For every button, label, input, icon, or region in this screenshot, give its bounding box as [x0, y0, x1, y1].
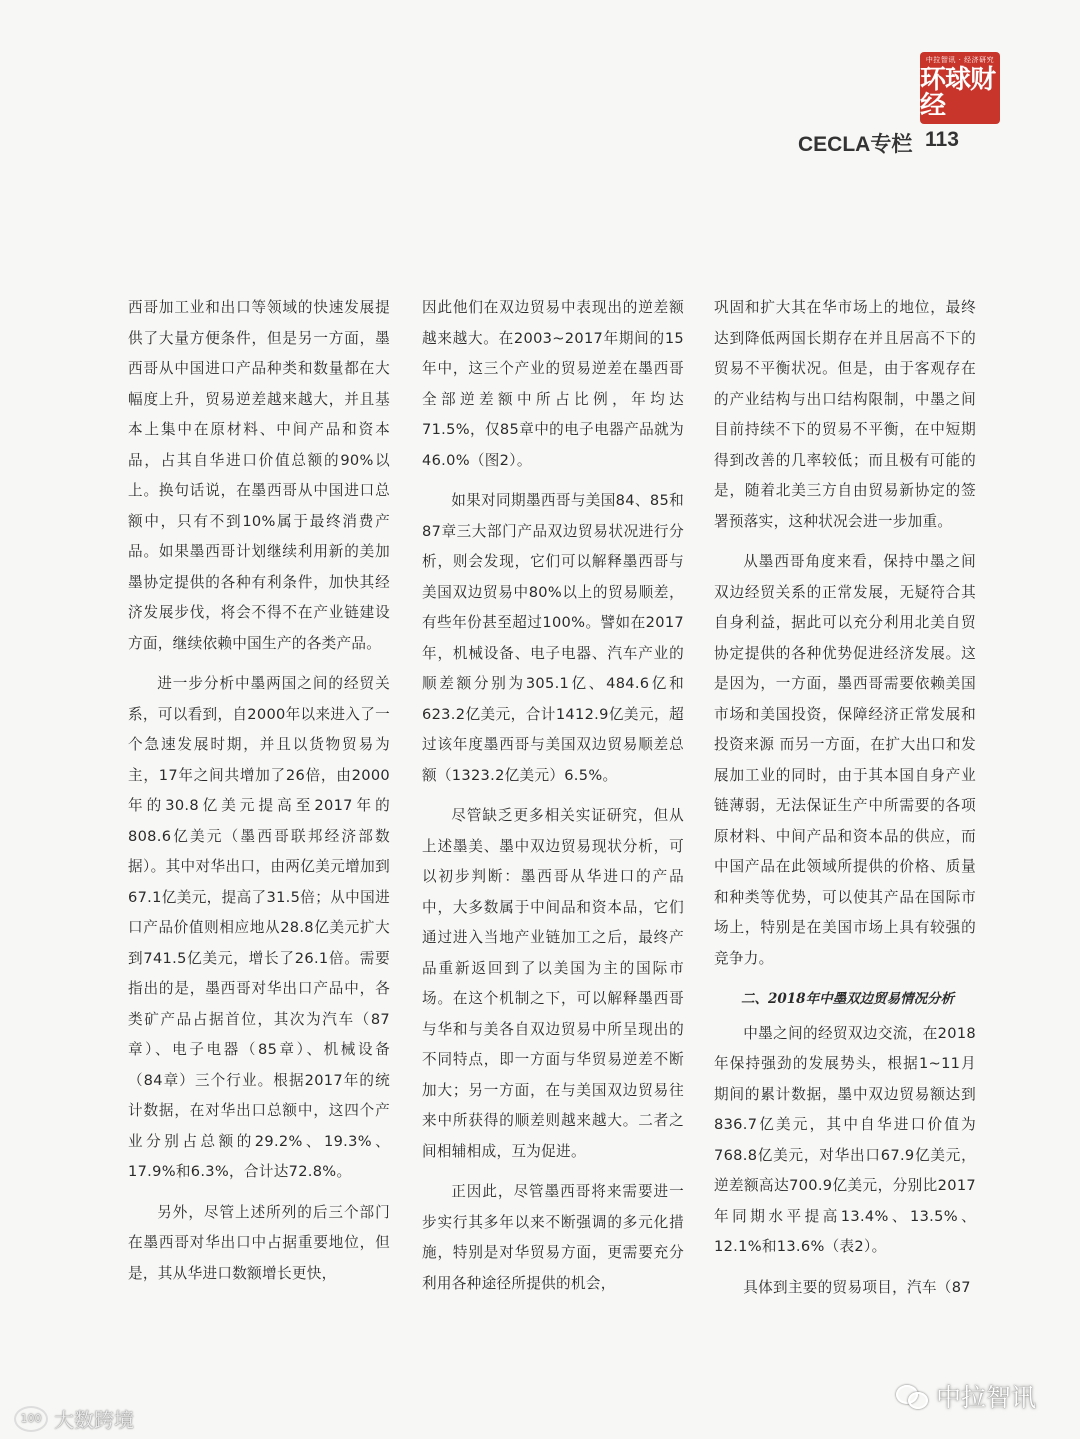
page-number: 113: [925, 128, 959, 151]
paragraph: 因此他们在双边贸易中表现出的逆差额越来越大。在2003~2017年期间的15年中，这三个产业的贸易逆差在墨西哥全部逆差额中所占比例，年均达71.5%，仅85章中的电子电器产品就为46.0%（图2）。: [422, 299, 684, 469]
column-label: CECLA专栏: [798, 133, 913, 156]
text-column-2: [422, 293, 684, 1309]
paragraph: 正因此，尽管墨西哥将来需要进一步实行其多年以来不断强调的多元化措施，特别是对华贸易方面，更需要充分利用各种途径所提供的机会，: [422, 1183, 684, 1292]
paragraph: 具体到主要的贸易项目，汽车（87: [743, 1278, 971, 1296]
watermark-left-text: 大数跨境: [54, 1408, 134, 1432]
watermark-left: [14, 1404, 134, 1433]
section-heading: 二、2018年中墨双边贸易情况分析: [741, 991, 955, 1007]
watermark-logo-icon: 100: [14, 1406, 48, 1432]
paragraph: 另外，尽管上述所列的后三个部门在墨西哥对华出口中占据重要地位，但是，其从华进口数额增长更快，: [128, 1203, 390, 1282]
publication-stamp-logo: [920, 52, 1000, 124]
paragraph: 如果对同期墨西哥与美国84、85和87章三大部门产品双边贸易状况进行分析，则会发现，它们可以解释墨西哥与美国双边贸易中80%以上的贸易顺差，有些年份甚至超过100%。譬如在2017年，机械设备、电子电器、汽车产业的顺差额分别为305.1亿、484.6亿和623.2亿美元，合计1412.9亿美元，超过该年度墨西哥与美国双边贸易顺差总额（1323.2亿美元）6.5%。: [422, 492, 684, 784]
text-column-3: [714, 293, 976, 1313]
paragraph: 尽管缺乏更多相关实证研究，但从上述墨美、墨中双边贸易现状分析，可以初步判断：墨西哥从华进口的产品中，大多数属于中间品和资本品，它们通过进入当地产业链加工之后，最终产品重新返回到了以美国为主的国际市场。在这个机制之下，可以解释墨西哥与华和与美各自双边贸易中所呈现出的不同特点，即一方面与华贸易逆差不断加大；另一方面，在与美国双边贸易往来中所获得的顺差则越来越大。二者之间相辅相成，互为促进。: [422, 807, 684, 1160]
paragraph: 进一步分析中墨两国之间的经贸关系，可以看到，自2000年以来进入了一个急速发展时期，并且以货物贸易为主，17年之间共增加了26倍，由2000年的30.8亿美元提高至2017年的808.6亿美元（墨西哥联邦经济部数据）。其中对华出口，由两亿美元增加到67.1亿美元，提高了31.5倍；从中国进口产品价值则相应地从28.8亿美元扩大到741.5亿美元，增长了26.1倍。需要指出的是，墨西哥对华出口产品中，各类矿产品占据首位，其次为汽车（87章）、电子电器（85章）、机械设备（84章）三个行业。根据2017年的统计数据，在对华出口总额中，这四个产业分别占总额的29.2%、19.3%、17.9%和6.3%，合计达72.8%。: [128, 675, 390, 1180]
watermark-right-text: 中拉智讯: [936, 1383, 1037, 1412]
stamp-small-text: 中拉智讯 · 经济研究: [925, 56, 995, 64]
paragraph: 巩固和扩大其在华市场上的地位，最终达到降低两国长期存在并且居高不下的贸易不平衡状况。但是，由于客观存在的产业结构与出口结构限制，中墨之间目前持续不下的贸易不平衡，在中短期得到改善的几率较低；而且极有可能的是，随着北美三方自由贸易新协定的签署预落实，这种状况会进一步加重。: [714, 299, 976, 530]
wechat-icon: [896, 1383, 928, 1409]
paragraph: 从墨西哥角度来看，保持中墨之间双边经贸关系的正常发展，无疑符合其自身利益，据此可以充分利用北美自贸协定提供的各种优势促进经济发展。这是因为，一方面，墨西哥需要依赖美国市场和美国投资，保障经济正常发展和投资来源 而另一方面，在扩大出口和发展加工业的同时，由于其本国自身产业链薄弱，无法保证生产中所需要的各项原材料、中间产品和资本品的供应，而中国产品在此领域所提供的价格、质量和种类等优势，可以使其产品在国际市场上，特别是在美国市场上具有较强的竞争力。: [714, 553, 976, 967]
paragraph: 中墨之间的经贸双边交流，在2018年保持强劲的发展势头，根据1~11月期间的累计数据，墨中双边贸易额达到836.7亿美元，其中自华进口价值为768.8亿美元，对华出口67.9亿美元，逆差额高达700.9亿美元，分别比2017年同期水平提高13.4%、13.5%、12.1%和13.6%（表2）。: [714, 1024, 976, 1255]
watermark-right: [896, 1378, 1036, 1414]
stamp-title: 环球财经: [920, 65, 996, 121]
paragraph: 西哥加工业和出口等领域的快速发展提供了大量方便条件，但是另一方面，墨西哥从中国进口产品种类和数量都在大幅度上升，贸易逆差越来越大，并且基本上集中在原材料、中间产品和资本品，占其自华进口价值总额的90%以上。换句话说，在墨西哥从中国进口总额中，只有不到10%属于最终消费产品。如果墨西哥计划继续利用新的美加墨协定提供的各种有利条件，加快其经济发展步伐，将会不得不在产业链建设方面，继续依赖中国生产的各类产品。: [128, 299, 390, 652]
text-column-1: [128, 293, 390, 1299]
